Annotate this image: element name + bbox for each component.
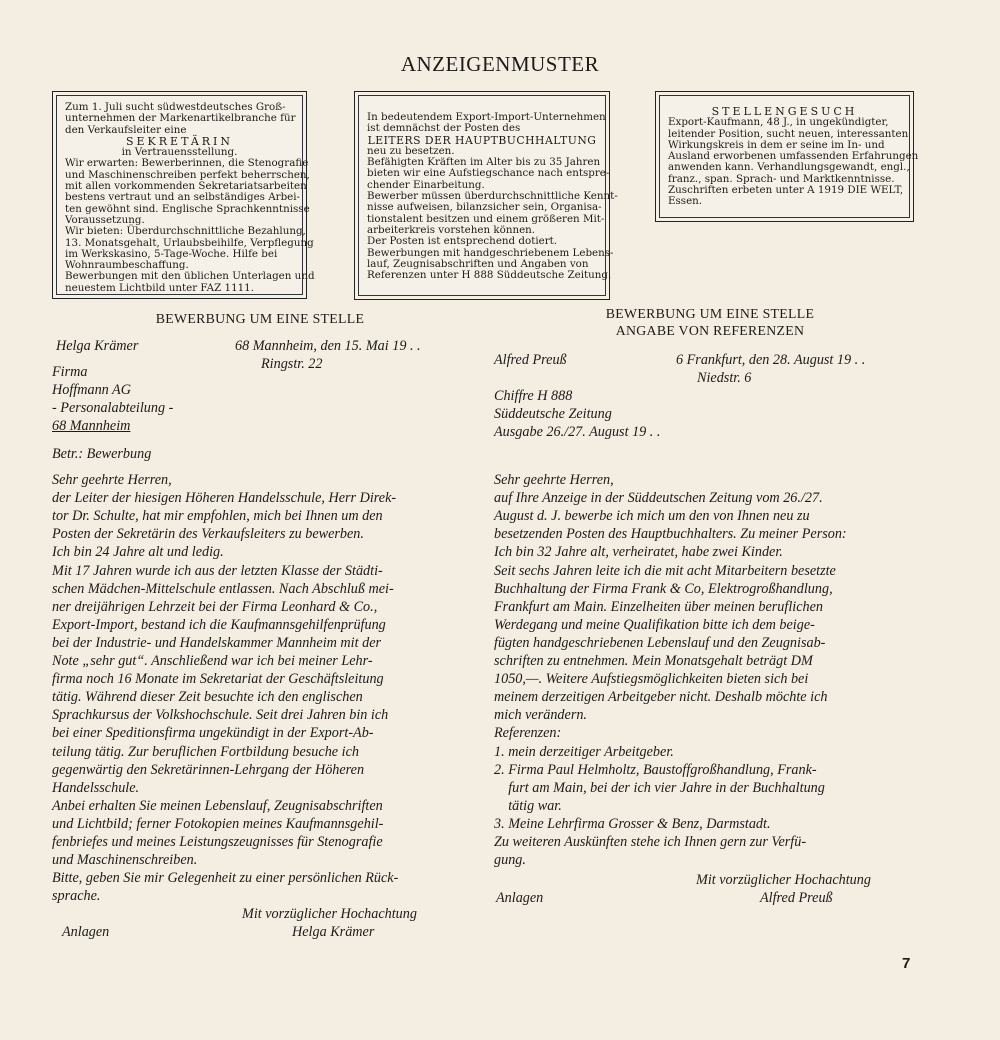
sender-street: Niedstr. 6 [697,370,752,386]
ad-line: neuestem Lichtbild unter FAZ 1111. [65,281,254,294]
body-line: und Lichtbild; ferner Fotokopien meines Kaufmannsgehil- [52,815,384,832]
ad-line: anwenden kann. Verhandlungsgewandt, engl., [668,161,910,174]
body-line: Buchhaltung der Firma Frank & Co, Elektrogroßhandlung, [494,580,833,597]
sender-name: Alfred Preuß [494,352,567,368]
recipient-line: Ausgabe 26./27. August 19 . . [494,424,661,440]
ad-line: neu zu besetzen. [367,144,455,157]
body-line: tätig. Während dieser Zeit besuchte ich den englischen [52,689,363,706]
body-line: gegenwärtig den Sekretärinnen-Lehrgang der Höheren [52,761,365,778]
ad-line: SEKRETÄRIN [125,134,234,148]
body-line: fenbriefes und meines Leistungszeugnisses für Stenografie [52,834,383,850]
job-ad-sekretaerin [52,91,315,299]
ad-line: im Werkskasino, 5-Tage-Woche. Hilfe bei [65,247,278,260]
ad-line: Zum 1. Juli sucht südwestdeutsches Groß- [65,101,286,113]
ad-line: Bewerbungen mit handgeschriebenem Lebens- [367,246,614,259]
body-line: Handelsschule. [52,779,140,796]
body-line: Mit 17 Jahren wurde ich aus der letzten Klasse der Städti- [52,562,383,579]
body-line: meinem derzeitigen Arbeitgeber nicht. Deshalb möchte ich [494,689,828,706]
ad-line: chender Einarbeitung. [367,178,485,191]
ad-line: franz., span. Sprach- und Marktkenntnisse. [668,172,895,185]
body-line: Seit sechs Jahren leite ich die mit acht Mitarbeitern besetzte [494,562,836,579]
body-line: mich verändern. [494,707,587,724]
recipient-line: - Personalabteilung - [52,400,174,416]
body-line: 1050,—. Weitere Aufstiegsmöglichkeiten bieten sich bei [494,671,809,688]
recipient-line: Hoffmann AG [52,382,131,398]
page-number: 7 [902,955,911,972]
job-ad-stellengesuch [655,91,919,222]
body-line: 3. Meine Lehrfirma Grosser & Benz, Darmstadt. [494,815,771,832]
ad-line: in Vertrauensstellung. [121,146,238,159]
ad-text [659,95,919,218]
ad-text [358,95,618,296]
right-letter-heading [520,305,900,339]
ad-text [56,95,315,295]
body-line: Anbei erhalten Sie meinen Lebenslauf, Zeugnisabschriften [52,797,383,814]
ad-line: und Maschinenschreiben perfekt beherrschen, [65,168,310,181]
body-line: der Leiter der hiesigen Höheren Handelsschule, Herr Direk- [52,490,397,507]
ad-line: nisse aufweisen, bilanzsicher sein, Organisa- [367,201,602,214]
ad-line: Wirkungskreis in dem er seine im In- und [668,138,885,151]
ad-line: arbeiterkreis vorstehen können. [367,223,536,236]
body-line: Ich bin 32 Jahre alt, verheiratet, habe zwei Kinder. [494,544,783,561]
left-letter-heading [100,310,420,327]
body-line: tor Dr. Schulte, hat mir empfohlen, mich bei Ihnen um den [52,508,383,525]
body-line: Note „sehr gut“. Anschließend war ich bei meiner Lehr- [52,653,373,669]
body-line: Export-Import, bestand ich die Kaufmannsgehilfenprüfung [52,616,386,633]
ad-line: Bewerbungen mit den üblichen Unterlagen und [65,270,315,283]
ad-line: ist demnächst der Posten des [367,122,521,135]
enclosure: Anlagen [62,924,110,940]
ad-line: Wir bieten: Überdurchschnittliche Bezahlung, [65,225,306,238]
ad-line: Ausland erworbenen umfassenden Erfahrungen [668,150,919,163]
body-line: 1. mein derzeitiger Arbeitgeber. [494,743,674,760]
recipient-line: Chiffre H 888 [494,388,573,404]
body-line: 2. Firma Paul Helmholtz, Baustoffgroßhandlung, Frank- [494,761,817,778]
body-line: auf Ihre Anzeige in der Süddeutschen Zeitung vom 26./27. [494,490,823,507]
body-line: Bitte, geben Sie mir Gelegenheit zu einer persönlichen Rück- [52,870,399,887]
heading-line: ANGABE VON REFERENZEN [615,323,805,338]
ad-line: leitender Position, sucht neuen, interessanten [668,127,909,140]
body-line: Sehr geehrte Herren, [52,472,172,488]
page-title: ANZEIGENMUSTER [400,52,600,76]
ad-line: LEITERS DER HAUPTBUCHHALTUNG [367,133,597,147]
job-ad-hauptbuchhaltung [354,91,618,300]
ad-line: bieten wir eine Aufstiegschance nach entspre- [367,167,610,180]
ad-line: Bewerber müssen überdurchschnittliche Kennt- [367,190,618,203]
body-line: tätig war. [494,797,562,814]
subject-line: Betr.: Bewerbung [52,446,152,462]
body-line: besetzenden Posten des Hauptbuchhalters. Zu meiner Person: [494,526,847,543]
ad-line: tionstalent besitzen und einem größeren Mit- [367,212,605,225]
ad-line: Export-Kaufmann, 48 J., in ungekündigter, [668,116,889,129]
body-line: furt am Main, bei der ich vier Jahre in der Buchhaltung [494,779,825,796]
body-line: bei der Industrie- und Handelskammer Mannheim mit der [52,634,382,651]
body-line: Zu weiteren Auskünften stehe ich Ihnen gern zur Verfü- [494,834,807,850]
body-line: fügten handgeschriebenen Lebenslauf und den Zeugnisab- [494,634,826,651]
signature: Helga Krämer [292,924,375,940]
enclosure: Anlagen [496,890,544,906]
ad-line: Voraussetzung. [65,213,145,226]
body-line: Posten der Sekretärin des Verkaufsleiters zu bewerben. [52,526,364,543]
ad-line: bestens vertraut und an selbständiges Arbei- [65,191,301,204]
recipient-line: 68 Mannheim [52,418,131,434]
ad-line: ten gewöhnt sind. Englische Sprachkenntnisse [65,202,310,215]
ad-line: lauf, Zeugnisabschriften und Angaben von [367,257,589,270]
heading-line: BEWERBUNG UM EINE STELLE [155,311,365,326]
sender-city-date: 6 Frankfurt, den 28. August 19 . . [676,352,866,368]
ad-line: Wohnraumbeschaffung. [65,259,189,272]
body-line: sprache. [52,888,101,905]
closing: Mit vorzüglicher Hochachtung [696,872,871,888]
ad-line: Essen. [668,195,703,208]
body-line: schen Mädchen-Mittelschule entlassen. Nach Abschluß mei- [52,580,394,597]
closing: Mit vorzüglicher Hochachtung [242,906,417,922]
body-line: gung. [494,852,526,869]
ad-line: Zuschriften erbeten unter A 1919 DIE WELT, [668,184,904,197]
ad-line: STELLENGESUCH [711,105,858,118]
body-line: August d. J. bewerbe ich mich um den von Ihnen neu zu [494,508,810,525]
body-line: schriften zu entnehmen. Mein Monatsgehalt beträgt DM [494,653,813,669]
heading-line: BEWERBUNG UM EINE STELLE [605,306,815,321]
ad-line: mit allen vorkommenden Sekretariatsarbeiten [65,180,307,193]
ad-line: unternehmen der Markenartikelbranche für [65,112,296,125]
ad-line: Befähigten Kräften im Alter bis zu 35 Jahren [367,156,601,169]
ad-line: In bedeutendem Export-Import-Unternehmen [367,111,606,123]
body-line: ner dreijährigen Lehrzeit bei der Firma Leonhard & Co., [52,598,378,615]
body-line: teilung tätig. Zur beruflichen Fortbildung besuche ich [52,743,359,760]
body-line: Ich bin 24 Jahre alt und ledig. [52,544,224,561]
sender-name: Helga Krämer [56,338,139,354]
body-line: und Maschinenschreiben. [52,852,198,869]
sender-street: Ringstr. 22 [261,356,323,372]
body-line: firma noch 16 Monate im Sekretariat der Geschäftsleitung [52,671,384,688]
ad-line: den Verkaufsleiter eine [65,123,187,136]
ad-line: 13. Monatsgehalt, Urlaubsbeihilfe, Verpflegung [65,236,314,249]
body-line: Frankfurt am Main. Einzelheiten über meinen beruflichen [494,598,824,615]
sender-city-date: 68 Mannheim, den 15. Mai 19 . . [235,338,421,354]
body-line: Werdegang und meine Qualifikation bitte ich dem beige- [494,616,815,633]
ad-line: Referenzen unter H 888 Süddeutsche Zeitung. [367,269,612,282]
body-line: bei einer Speditionsfirma ungekündigt in der Export-Ab- [52,725,374,742]
ad-line: Wir erwarten: Bewerberinnen, die Stenografie [65,157,309,170]
ad-line: Der Posten ist entsprechend dotiert. [367,235,558,248]
body-line: Referenzen: [494,725,562,742]
body-line: Sprachkursus der Volkshochschule. Seit drei Jahren bin ich [52,707,389,724]
recipient-line: Süddeutsche Zeitung [494,406,612,422]
body-line: Sehr geehrte Herren, [494,472,614,488]
recipient-line: Firma [52,364,88,380]
signature: Alfred Preuß [760,890,833,906]
